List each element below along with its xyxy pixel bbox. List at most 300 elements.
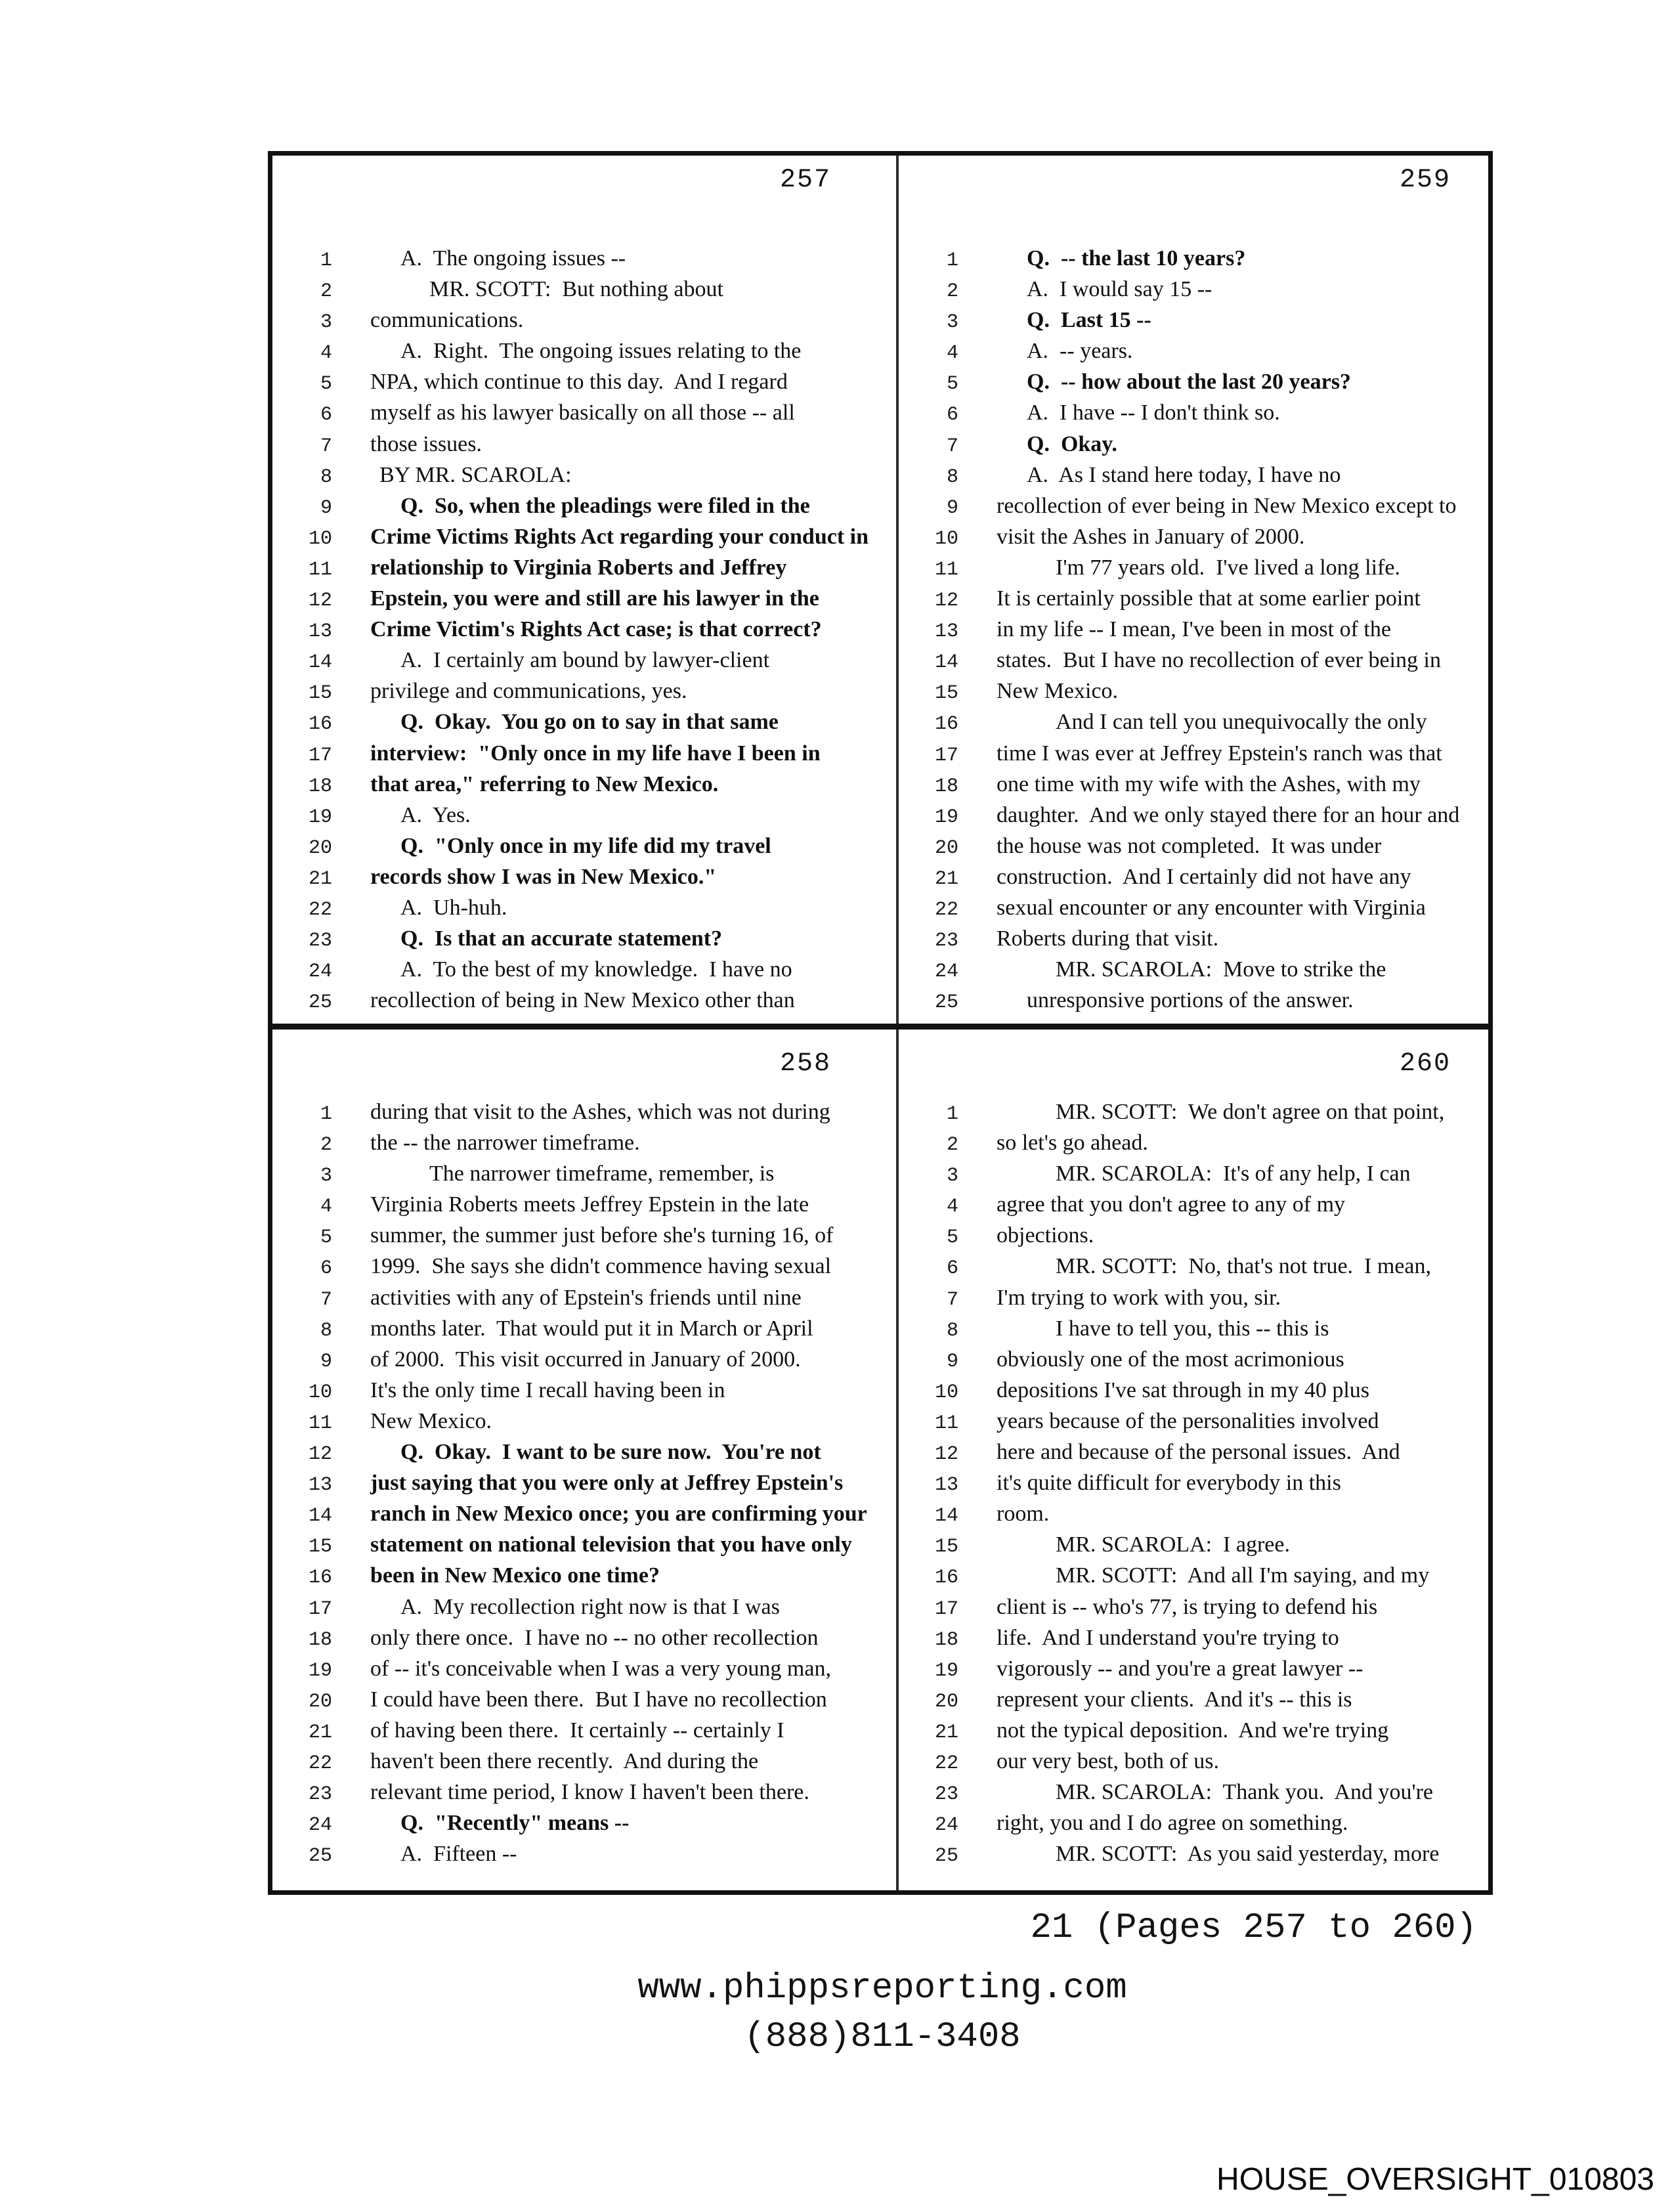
- line-text: Q. "Only once in my life did my travel: [400, 833, 771, 858]
- transcript-line: [272, 831, 894, 861]
- line-text: communications.: [370, 308, 524, 333]
- page-number: 258: [779, 1049, 831, 1079]
- transcript-line: [272, 274, 894, 305]
- line-number: 14: [308, 651, 332, 674]
- transcript-line: [898, 274, 1489, 305]
- transcript-line: [898, 738, 1489, 769]
- transcript-line: [272, 985, 894, 1016]
- transcript-line: [898, 336, 1489, 366]
- line-text: right, you and I do agree on something.: [997, 1811, 1348, 1836]
- line-text: not the typical deposition. And we're trying: [997, 1718, 1389, 1743]
- line-number: 22: [934, 898, 958, 921]
- transcript-line: [898, 1592, 1489, 1622]
- line-text: one time with my wife with the Ashes, with my: [997, 771, 1421, 796]
- line-number: 9: [320, 496, 332, 519]
- line-number: 24: [934, 1814, 958, 1837]
- line-number: 24: [934, 961, 958, 984]
- line-text: BY MR. SCAROLA:: [379, 462, 572, 487]
- line-number: 5: [320, 373, 332, 396]
- line-number: 25: [308, 991, 332, 1014]
- line-number: 20: [934, 1690, 958, 1713]
- line-number: 22: [934, 1752, 958, 1775]
- line-number: 6: [946, 404, 958, 427]
- line-text: Epstein, you were and still are his lawyer in the: [370, 586, 819, 611]
- line-text: A. Uh-huh.: [400, 895, 507, 920]
- transcript-line: [898, 954, 1489, 985]
- line-text: vigorously -- and you're a great lawyer --: [997, 1656, 1363, 1681]
- line-number: 15: [934, 682, 958, 705]
- transcript-line: [272, 1158, 894, 1189]
- line-text: life. And I understand you're trying to: [997, 1625, 1339, 1650]
- transcript-line: [272, 1592, 894, 1622]
- line-number: 6: [320, 404, 332, 427]
- line-text: just saying that you were only at Jeffrey Epstein's: [370, 1471, 844, 1496]
- line-text: New Mexico.: [370, 1408, 492, 1433]
- line-text: myself as his lawyer basically on all those -- all: [370, 401, 795, 425]
- line-number: 19: [934, 1659, 958, 1682]
- line-number: 24: [308, 1814, 332, 1837]
- line-number: 16: [934, 713, 958, 736]
- line-text: Q. Okay. I want to be sure now. You're not: [400, 1440, 821, 1465]
- transcript-lines: [272, 1096, 894, 1869]
- transcript-line: [272, 861, 894, 892]
- transcript-line: [898, 1560, 1489, 1591]
- transcript-quadrant-259: [898, 155, 1489, 1020]
- line-number: 8: [946, 1319, 958, 1342]
- line-text: been in New Mexico one time?: [370, 1563, 660, 1588]
- transcript-line: [898, 1746, 1489, 1777]
- line-number: 7: [946, 435, 958, 458]
- line-text: Q. So, when the pleadings were filed in the: [400, 493, 810, 518]
- line-text: MR. SCOTT: As you said yesterday, more: [1056, 1842, 1440, 1867]
- transcript-line: [272, 676, 894, 706]
- line-text: MR. SCOTT: And all I'm saying, and my: [1056, 1563, 1430, 1588]
- transcript-line: [898, 1096, 1489, 1127]
- line-number: 11: [308, 558, 332, 581]
- page-number: 259: [1399, 165, 1451, 195]
- line-number: 17: [308, 1597, 332, 1620]
- transcript-quadrant-260: [898, 1030, 1489, 1895]
- transcript-line: [272, 1777, 894, 1808]
- line-text: unresponsive portions of the answer.: [1027, 988, 1354, 1013]
- transcript-line: [272, 892, 894, 923]
- transcript-line: [272, 769, 894, 800]
- line-text: client is -- who's 77, is trying to defend his: [997, 1594, 1378, 1619]
- transcript-line: [272, 1096, 894, 1127]
- line-number: 5: [320, 1226, 332, 1249]
- line-text: Q. Is that an accurate statement?: [400, 926, 723, 951]
- transcript-line: [898, 800, 1489, 831]
- transcript-line: [898, 460, 1489, 490]
- line-number: 23: [308, 930, 332, 953]
- row-divider-line: [272, 1024, 1488, 1030]
- transcript-line: [898, 985, 1489, 1016]
- transcript-quadrant-258: [272, 1030, 894, 1895]
- line-number: 18: [934, 775, 958, 798]
- line-text: so let's go ahead.: [997, 1131, 1148, 1156]
- transcript-line: [898, 366, 1489, 397]
- line-text: agree that you don't agree to any of my: [997, 1192, 1346, 1217]
- transcript-line: [898, 706, 1489, 737]
- transcript-line: [272, 1467, 894, 1498]
- line-text: our very best, both of us.: [997, 1748, 1220, 1773]
- line-text: A. The ongoing issues --: [400, 246, 626, 271]
- line-text: NPA, which continue to this day. And I regard: [370, 370, 788, 395]
- line-text: of 2000. This visit occurred in January of 2000.: [370, 1347, 801, 1372]
- transcript-line: [272, 1622, 894, 1653]
- line-number: 18: [308, 1628, 332, 1651]
- line-number: 12: [308, 1443, 332, 1466]
- line-text: The narrower timeframe, remember, is: [429, 1161, 775, 1186]
- line-number: 3: [946, 1165, 958, 1188]
- transcript-line: [272, 800, 894, 831]
- line-number: 14: [934, 1505, 958, 1528]
- line-number: 3: [946, 311, 958, 334]
- line-text: interview: "Only once in my life have I been in: [370, 741, 821, 766]
- line-text: MR. SCOTT: We don't agree on that point,: [1056, 1100, 1445, 1124]
- transcript-line: [898, 831, 1489, 861]
- line-number: 1: [946, 1103, 958, 1125]
- line-text: haven't been there recently. And during the: [370, 1748, 759, 1773]
- transcript-line: [898, 1189, 1489, 1220]
- line-number: 14: [934, 651, 958, 674]
- line-number: 4: [946, 1196, 958, 1219]
- transcript-line: [898, 614, 1489, 645]
- line-text: A. Fifteen --: [400, 1842, 517, 1867]
- transcript-line: [272, 397, 894, 428]
- reporter-phone: (888)811-3408: [744, 2017, 1021, 2057]
- transcript-line: [898, 1437, 1489, 1467]
- line-text: Virginia Roberts meets Jeffrey Epstein in the late: [370, 1192, 809, 1217]
- line-number: 21: [934, 867, 958, 890]
- transcript-line: [898, 583, 1489, 614]
- transcript-line: [898, 1220, 1489, 1251]
- transcript-line: [272, 243, 894, 274]
- transcript-line: [898, 861, 1489, 892]
- transcript-line: [272, 460, 894, 490]
- transcript-line: [272, 954, 894, 985]
- line-number: 9: [320, 1350, 332, 1373]
- transcript-line: [272, 1406, 894, 1437]
- line-number: 15: [308, 682, 332, 705]
- transcript-line: [272, 1282, 894, 1313]
- line-text: relevant time period, I know I haven't been there.: [370, 1780, 809, 1805]
- line-number: 9: [946, 1350, 958, 1373]
- transcript-line: [272, 1684, 894, 1715]
- line-number: 5: [946, 1226, 958, 1249]
- reporter-website: www.phippsreporting.com: [637, 1968, 1127, 2008]
- line-number: 11: [308, 1412, 332, 1435]
- line-text: Crime Victim's Rights Act case; is that correct?: [370, 617, 822, 642]
- line-text: A. I would say 15 --: [1027, 277, 1213, 302]
- line-text: statement on national television that you have only: [370, 1532, 852, 1557]
- line-text: the -- the narrower timeframe.: [370, 1131, 640, 1156]
- line-number: 25: [934, 991, 958, 1014]
- line-text: And I can tell you unequivocally the only: [1056, 710, 1427, 735]
- transcript-line: [898, 521, 1489, 552]
- transcript-line: [898, 1282, 1489, 1313]
- transcript-line: [898, 1715, 1489, 1746]
- line-number: 21: [934, 1721, 958, 1744]
- line-text: represent your clients. And it's -- this is: [997, 1687, 1352, 1712]
- transcript-line: [898, 1127, 1489, 1158]
- line-text: Q. Okay.: [1027, 431, 1117, 456]
- transcript-line: [272, 490, 894, 521]
- line-number: 17: [934, 1597, 958, 1620]
- line-number: 15: [308, 1536, 332, 1559]
- transcript-line: [272, 1653, 894, 1684]
- line-text: MR. SCOTT: No, that's not true. I mean,: [1056, 1254, 1431, 1279]
- line-text: Q. "Recently" means --: [400, 1811, 630, 1836]
- line-text: construction. And I certainly did not have any: [997, 864, 1411, 889]
- line-text: A. As I stand here today, I have no: [1027, 462, 1341, 487]
- line-number: 1: [320, 1103, 332, 1125]
- transcript-line: [272, 1498, 894, 1529]
- line-number: 12: [308, 590, 332, 613]
- line-number: 1: [946, 249, 958, 272]
- transcript-line: [272, 305, 894, 336]
- transcript-quadrant-257: [272, 155, 894, 1020]
- folio-page-range: 21 (Pages 257 to 260): [1030, 1908, 1477, 1948]
- transcript-line: [898, 397, 1489, 428]
- line-text: in my life -- I mean, I've been in most of the: [997, 617, 1391, 642]
- bates-watermark: HOUSE_OVERSIGHT_010803: [1216, 2162, 1654, 2197]
- line-number: 17: [308, 744, 332, 767]
- line-number: 21: [308, 867, 332, 890]
- transcript-line: [272, 1808, 894, 1838]
- page-number: 260: [1399, 1049, 1451, 1079]
- line-text: months later. That would put it in March or April: [370, 1316, 813, 1341]
- line-number: 20: [934, 836, 958, 859]
- line-text: I'm 77 years old. I've lived a long life.: [1056, 555, 1400, 580]
- line-number: 13: [308, 1474, 332, 1497]
- line-text: relationship to Virginia Roberts and Jeffrey: [370, 555, 787, 580]
- line-text: Q. -- how about the last 20 years?: [1027, 370, 1351, 395]
- line-number: 1: [320, 249, 332, 272]
- line-text: it's quite difficult for everybody in this: [997, 1471, 1341, 1496]
- line-text: years because of the personalities involved: [997, 1408, 1379, 1433]
- line-text: that area," referring to New Mexico.: [370, 771, 719, 796]
- line-text: Q. Okay. You go on to say in that same: [400, 710, 779, 735]
- transcript-line: [272, 552, 894, 583]
- transcript-line: [898, 1313, 1489, 1344]
- transcript-line: [272, 614, 894, 645]
- line-number: 19: [308, 1659, 332, 1682]
- line-number: 16: [308, 713, 332, 736]
- transcript-line: [272, 1344, 894, 1375]
- transcript-line: [272, 1437, 894, 1467]
- line-number: 17: [934, 744, 958, 767]
- line-number: 16: [308, 1567, 332, 1590]
- transcript-line: [898, 1838, 1489, 1869]
- line-number: 12: [934, 590, 958, 613]
- line-number: 20: [308, 1690, 332, 1713]
- transcript-line: [898, 243, 1489, 274]
- line-number: 23: [934, 1783, 958, 1806]
- transcript-line: [272, 1375, 894, 1406]
- line-number: 13: [934, 1474, 958, 1497]
- line-text: activities with any of Epstein's friends until nine: [370, 1285, 802, 1310]
- line-number: 25: [934, 1845, 958, 1868]
- line-text: A. To the best of my knowledge. I have no: [400, 957, 792, 982]
- line-number: 10: [308, 1381, 332, 1404]
- line-number: 23: [934, 930, 958, 953]
- transcript-line: [272, 1127, 894, 1158]
- line-number: 8: [946, 466, 958, 488]
- transcript-line: [272, 521, 894, 552]
- line-number: 19: [934, 806, 958, 829]
- transcript-line: [272, 1715, 894, 1746]
- line-number: 10: [934, 1381, 958, 1404]
- line-number: 22: [308, 898, 332, 921]
- transcript-line: [272, 1529, 894, 1560]
- line-text: time I was ever at Jeffrey Epstein's ranch was that: [997, 741, 1442, 766]
- line-number: 22: [308, 1752, 332, 1775]
- line-text: visit the Ashes in January of 2000.: [997, 524, 1305, 549]
- transcript-line: [272, 1838, 894, 1869]
- line-number: 5: [946, 373, 958, 396]
- line-number: 11: [934, 1412, 958, 1435]
- line-text: of -- it's conceivable when I was a very young man,: [370, 1656, 831, 1681]
- line-text: Crime Victims Rights Act regarding your conduct in: [370, 524, 869, 549]
- transcript-line: [272, 583, 894, 614]
- line-text: I have to tell you, this -- this is: [1056, 1316, 1329, 1341]
- transcript-line: [898, 1808, 1489, 1838]
- line-text: room.: [997, 1502, 1050, 1527]
- transcript-line: [898, 1467, 1489, 1498]
- line-number: 20: [308, 836, 332, 859]
- transcript-line: [898, 1622, 1489, 1653]
- line-text: 1999. She says she didn't commence having sexual: [370, 1254, 832, 1279]
- page-number: 257: [779, 165, 831, 195]
- line-number: 13: [934, 620, 958, 643]
- line-number: 6: [320, 1257, 332, 1280]
- line-text: A. -- years.: [1027, 339, 1133, 364]
- transcript-line: [272, 645, 894, 676]
- line-number: 9: [946, 496, 958, 519]
- line-text: here and because of the personal issues. And: [997, 1440, 1400, 1465]
- transcript-line: [898, 676, 1489, 706]
- line-text: I could have been there. But I have no recollection: [370, 1687, 827, 1712]
- line-text: MR. SCOTT: But nothing about: [429, 277, 723, 302]
- line-text: A. My recollection right now is that I was: [400, 1594, 780, 1619]
- transcript-lines: [898, 243, 1489, 1016]
- line-text: states. But I have no recollection of ever being in: [997, 648, 1441, 673]
- line-number: 12: [934, 1443, 958, 1466]
- line-number: 25: [308, 1845, 332, 1868]
- line-number: 13: [308, 620, 332, 643]
- line-text: obviously one of the most acrimonious: [997, 1347, 1344, 1372]
- line-number: 3: [320, 1165, 332, 1188]
- transcript-line: [898, 892, 1489, 923]
- line-number: 7: [320, 1288, 332, 1311]
- line-number: 18: [934, 1628, 958, 1651]
- line-text: Q. -- the last 10 years?: [1027, 246, 1246, 271]
- line-number: 4: [946, 342, 958, 365]
- transcript-line: [898, 923, 1489, 954]
- line-text: I'm trying to work with you, sir.: [997, 1285, 1281, 1310]
- line-number: 2: [946, 1134, 958, 1157]
- line-text: recollection of ever being in New Mexico except to: [997, 493, 1457, 518]
- line-number: 4: [320, 1196, 332, 1219]
- transcript-line: [898, 1684, 1489, 1715]
- transcript-line: [898, 769, 1489, 800]
- transcript-line: [272, 706, 894, 737]
- line-number: 24: [308, 961, 332, 984]
- line-text: during that visit to the Ashes, which was not during: [370, 1100, 830, 1124]
- line-number: 18: [308, 775, 332, 798]
- line-number: 11: [934, 558, 958, 581]
- line-number: 10: [308, 527, 332, 550]
- line-number: 10: [934, 527, 958, 550]
- transcript-line: [272, 738, 894, 769]
- line-number: 7: [320, 435, 332, 458]
- line-text: the house was not completed. It was under: [997, 833, 1382, 858]
- line-text: sexual encounter or any encounter with Virginia: [997, 895, 1426, 920]
- line-number: 14: [308, 1505, 332, 1528]
- transcript-line: [898, 1777, 1489, 1808]
- line-text: of having been there. It certainly -- certainly I: [370, 1718, 784, 1743]
- transcript-line: [272, 1251, 894, 1282]
- transcript-line: [272, 923, 894, 954]
- transcript-line: [898, 1375, 1489, 1406]
- transcript-line: [898, 1344, 1489, 1375]
- line-number: 3: [320, 311, 332, 334]
- transcript-line: [272, 1313, 894, 1344]
- line-text: Q. Last 15 --: [1027, 308, 1151, 333]
- line-text: A. Yes.: [400, 802, 471, 827]
- transcript-line: [898, 305, 1489, 336]
- line-text: A. I have -- I don't think so.: [1027, 401, 1280, 425]
- transcript-line: [898, 1498, 1489, 1529]
- line-text: privilege and communications, yes.: [370, 679, 687, 704]
- transcript-line: [898, 1158, 1489, 1189]
- line-text: only there once. I have no -- no other recollection: [370, 1625, 819, 1650]
- transcript-line: [272, 366, 894, 397]
- line-number: 6: [946, 1257, 958, 1280]
- line-text: Roberts during that visit.: [997, 926, 1219, 951]
- line-text: MR. SCAROLA: It's of any help, I can: [1056, 1161, 1411, 1186]
- line-text: ranch in New Mexico once; you are confirming your: [370, 1502, 867, 1527]
- line-number: 4: [320, 342, 332, 365]
- line-number: 2: [946, 280, 958, 303]
- transcript-lines: [898, 1096, 1489, 1869]
- transcript-line: [272, 429, 894, 460]
- transcript-line: [272, 1189, 894, 1220]
- line-text: MR. SCAROLA: Move to strike the: [1056, 957, 1386, 982]
- line-text: objections.: [997, 1223, 1094, 1248]
- transcript-line: [898, 429, 1489, 460]
- line-text: A. Right. The ongoing issues relating to the: [400, 339, 802, 364]
- line-number: 2: [320, 280, 332, 303]
- line-number: 8: [320, 466, 332, 488]
- line-number: 21: [308, 1721, 332, 1744]
- line-number: 19: [308, 806, 332, 829]
- line-text: A. I certainly am bound by lawyer-client: [400, 648, 770, 673]
- line-text: It's the only time I recall having been in: [370, 1377, 725, 1402]
- line-text: summer, the summer just before she's turning 16, of: [370, 1223, 834, 1248]
- line-number: 8: [320, 1319, 332, 1342]
- transcript-line: [898, 645, 1489, 676]
- transcript-line: [272, 1560, 894, 1591]
- line-number: 16: [934, 1567, 958, 1590]
- line-text: records show I was in New Mexico.": [370, 864, 717, 889]
- line-text: recollection of being in New Mexico other than: [370, 988, 795, 1013]
- transcript-lines: [272, 243, 894, 1016]
- line-text: daughter. And we only stayed there for an hour and: [997, 802, 1460, 827]
- line-text: MR. SCAROLA: I agree.: [1056, 1532, 1290, 1557]
- transcript-line: [898, 1529, 1489, 1560]
